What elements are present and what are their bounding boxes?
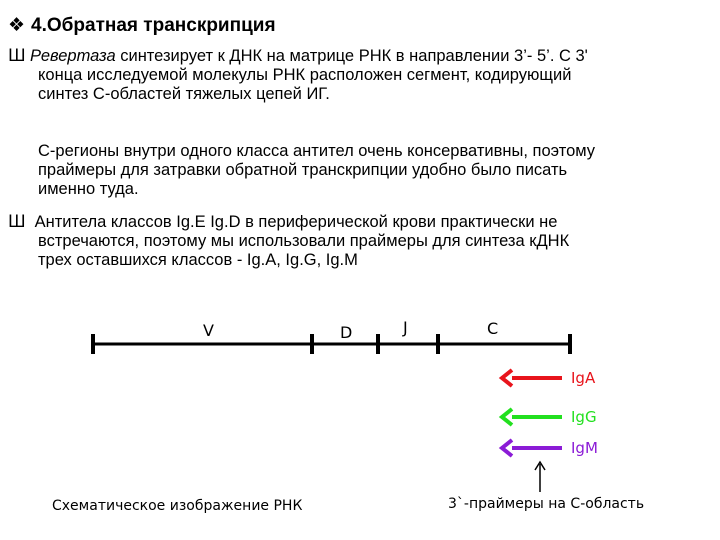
- primer-igg-label: IgG: [571, 408, 597, 426]
- paragraph-antibody-classes: [8, 212, 569, 270]
- segment-label-d: D: [340, 323, 353, 342]
- paragraph-c-regions: [8, 142, 595, 199]
- paragraph-line: именно туда.: [38, 180, 139, 198]
- paragraph-line: праймеры для затравки обратной транскрипции удобно было писать: [38, 161, 568, 179]
- primer-iga-label: IgA: [571, 369, 596, 387]
- slide-title: [8, 14, 276, 37]
- bullet-icon: Ш: [8, 46, 26, 65]
- slide-title-text: 4.Обратная транскрипция: [31, 15, 276, 36]
- paragraph-line: Антитела классов Ig.E Ig.D в периферической крови практически не: [30, 213, 558, 231]
- paragraph-line: трех оставшихся классов - Ig.A, Ig.G, Ig.M: [38, 251, 358, 269]
- segment-label-v: V: [203, 321, 214, 340]
- primer-iga-arrowhead-icon: [502, 370, 512, 386]
- paragraph-line: встречаются, поэтому мы использовали праймеры для синтеза кДНК: [38, 232, 570, 250]
- primer-igm-arrowhead-icon: [502, 440, 512, 456]
- bullet-icon: Ш: [8, 212, 26, 231]
- diamond-bullet-icon: ❖: [8, 14, 26, 36]
- paragraph-line: синтез С-областей тяжелых цепей ИГ.: [38, 85, 330, 103]
- caption-rna-schematic: Схематическое изображение РНК: [52, 498, 303, 514]
- segment-label-j: J: [403, 318, 408, 337]
- paragraph-line: С-регионы внутри одного класса антител очень консервативны, поэтому: [38, 142, 596, 160]
- rna-schematic-diagram: [0, 300, 720, 540]
- paragraph-reverse-transcriptase: [8, 46, 588, 104]
- paragraph-italic-term: Ревертаза: [30, 47, 116, 65]
- paragraph-line: синтезирует к ДНК на матрице РНК в направлении 3’- 5’. С 3': [115, 47, 588, 65]
- caption-primers-c-region: 3`-праймеры на С-область: [448, 496, 645, 512]
- primer-igg-arrowhead-icon: [502, 409, 512, 425]
- paragraph-line: конца исследуемой молекулы РНК расположен сегмент, кодирующий: [38, 66, 572, 84]
- segment-label-c: C: [487, 319, 499, 338]
- primer-igm-label: IgM: [571, 439, 598, 457]
